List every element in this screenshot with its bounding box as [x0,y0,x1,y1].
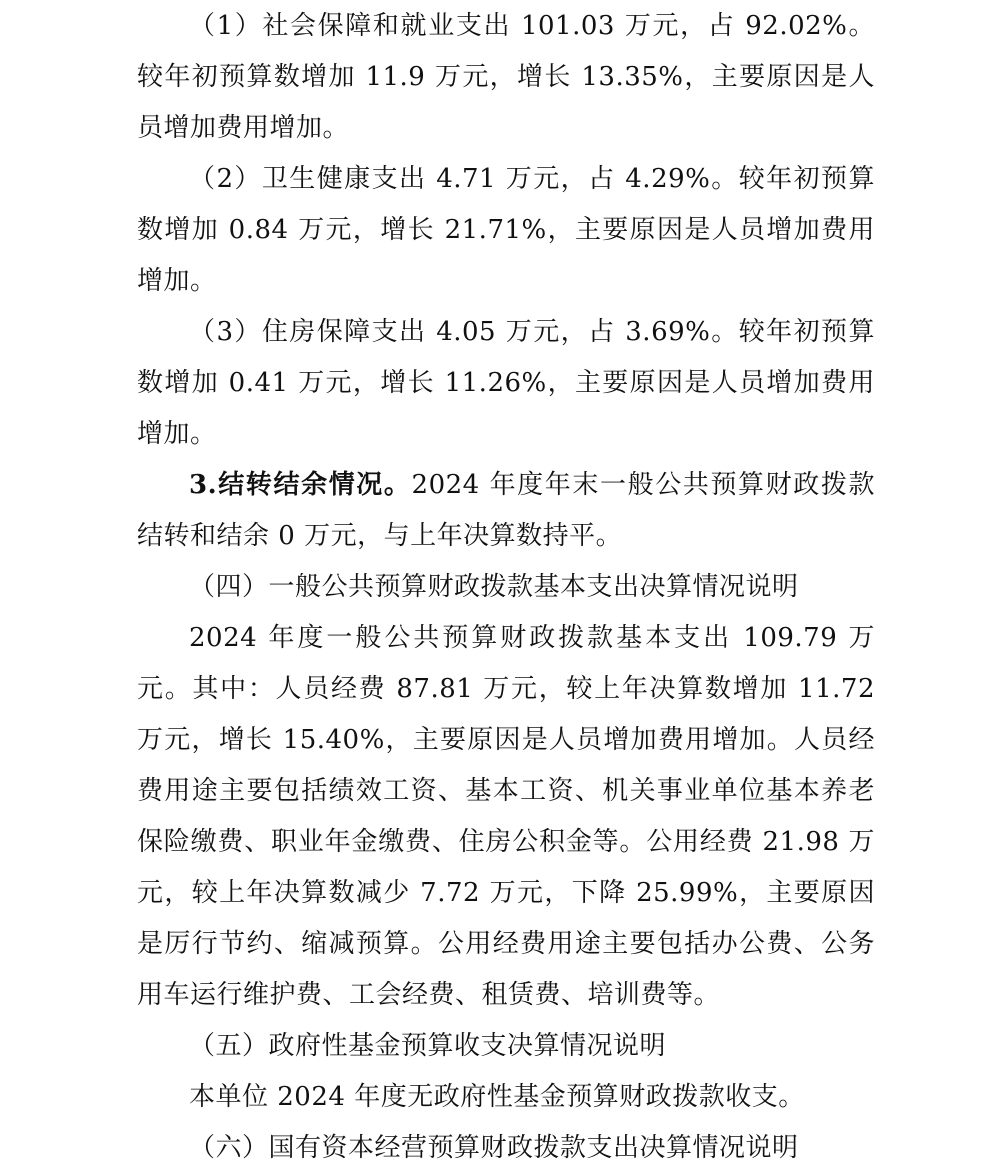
paragraph-health: （2）卫生健康支出 4.71 万元，占 4.29%。较年初预算数增加 0.84 万元，增长 21.71%，主要原因是人员增加费用增加。 [137,164,875,296]
carryover-lead: 3.结转结余情况。 [189,470,412,500]
paragraph-carryover [137,460,875,562]
paragraph-housing: （3）住房保障支出 4.05 万元，占 3.69%。较年初预算数增加 0.41 万元，增长 11.26%，主要原因是人员增加费用增加。 [137,317,875,449]
paragraph-government-fund: 本单位 2024 年度无政府性基金预算财政拨款收支。 [189,1082,805,1112]
section-heading-4: （四）一般公共预算财政拨款基本支出决算情况说明 [189,572,799,602]
carryover-text: 2024 年度年末一般公共预算财政拨款结转和结余 0 万元，与上年决算数持平。 [137,470,875,551]
paragraph-social-security: （1）社会保障和就业支出 101.03 万元，占 92.02%。较年初预算数增加 11.9 万元，增长 13.35%，主要原因是人员增加费用增加。 [137,11,875,143]
section-heading-5: （五）政府性基金预算收支决算情况说明 [189,1031,667,1061]
document-page [137,0,875,1174]
section-heading-6: （六）国有资本经营预算财政拨款支出决算情况说明 [189,1133,799,1163]
paragraph-basic-expenditure: 2024 年度一般公共预算财政拨款基本支出 109.79 万元。其中：人员经费 87.81 万元，较上年决算数增加 11.72 万元，增长 15.40%，主要原因是人员增加费用增加。人员经费用途主要包括绩效工资、基本工资、机关事业单位基本养老保险缴费、职业年金缴费、住房公积金等。公用经费 21.98 万元，较上年决算数减少 7.72 万元，下降 25.99%，主要原因是厉行节约、缩减预算。公用经费用途主要包括办公费、公务用车运行维护费、工会经费、租赁费、培训费等。 [137,623,875,1010]
